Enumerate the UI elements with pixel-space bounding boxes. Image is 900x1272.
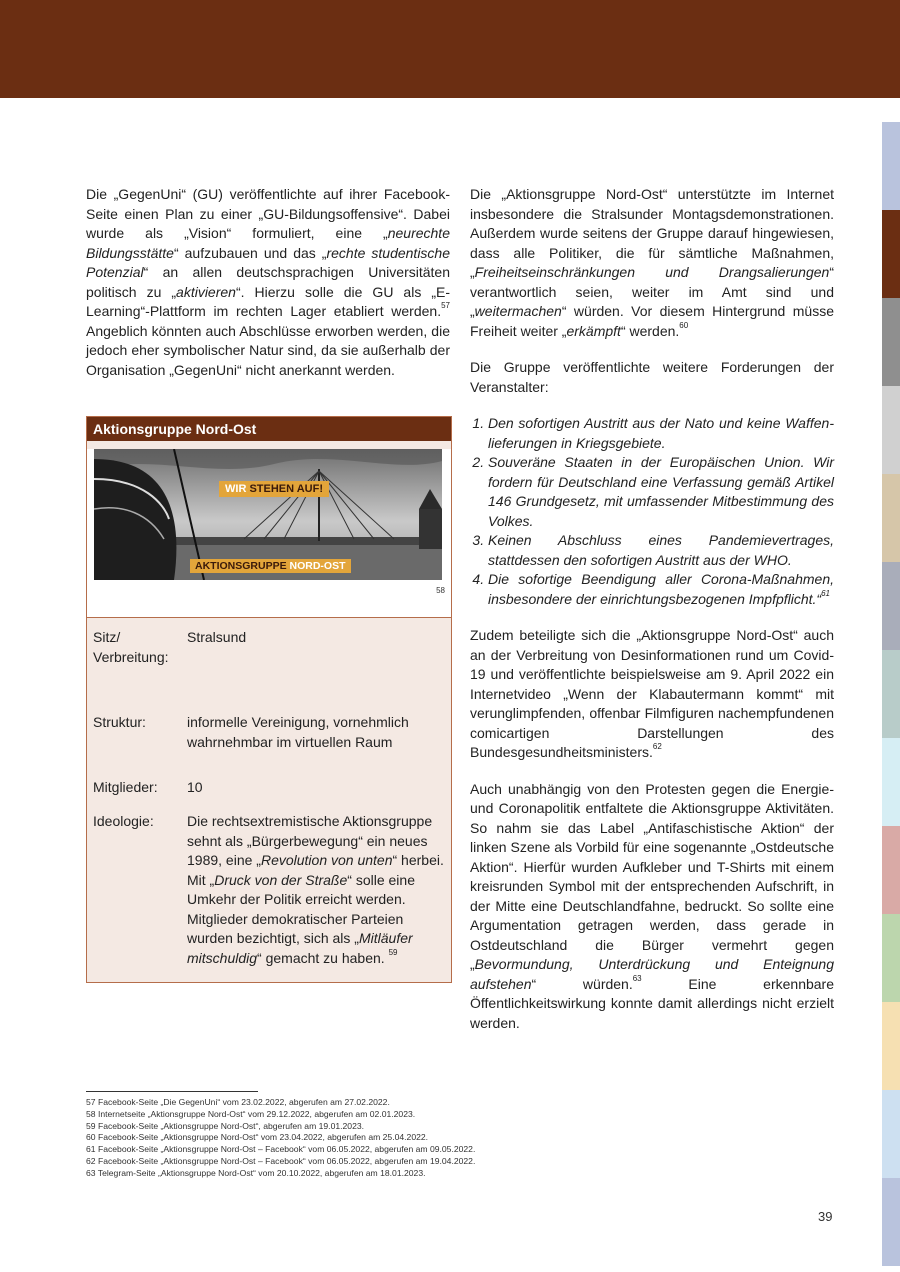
fact-row-mitglieder xyxy=(93,778,445,812)
footnote-divider xyxy=(86,1091,258,1092)
fact-value: Stralsund xyxy=(187,629,247,645)
paragraph-desinformation xyxy=(470,626,834,763)
italic-quote: erkämpft xyxy=(566,322,621,339)
italic-quote: Freiheitseinschränkungen und Drangsalierungen xyxy=(474,264,830,280)
text-run: Eine erkennbare Öffentlichkeitswirkung konnte damit allerdings nicht erzielt werden. xyxy=(470,975,834,1031)
fact-value xyxy=(187,812,445,968)
left-column xyxy=(86,185,450,397)
banner-group-name xyxy=(190,559,351,573)
fact-row-sitz xyxy=(93,628,445,713)
demands-list xyxy=(470,414,834,609)
chapter-tab[interactable] xyxy=(882,1002,900,1090)
footnote-ref[interactable]: 57 xyxy=(441,301,450,310)
footnote-62: 62 Facebook-Seite „Aktionsgruppe Nord-Ost – Facebook“ vom 06.05.2022, abgerufen am 19.04.2022. xyxy=(86,1155,476,1166)
footnote-58: 58 Internetseite „Aktionsgruppe Nord-Ost“ vom 29.12.2022, abgerufen am 02.01.2023. xyxy=(86,1108,416,1119)
italic-quote: Druck von der Straße xyxy=(214,871,348,888)
text-run: “ gemacht zu haben. xyxy=(257,949,389,966)
text-run: “ werden. xyxy=(620,322,680,339)
footnote-ref[interactable]: 61 xyxy=(821,588,831,598)
text-run: “ aufzubauen und das „ xyxy=(173,244,327,261)
text-run: “ verantwortlich seien, weiter im Amt sind und „ xyxy=(470,264,834,319)
chapter-tab[interactable] xyxy=(882,562,900,650)
fact-row-struktur xyxy=(93,713,445,778)
chapter-tab[interactable] xyxy=(882,1178,900,1266)
text-run: Auch unabhängig von den Protesten gegen die Energie- und Coronapolitik entfaltete die Aktionsgruppe Aktivitäten. So nahm sie das Label „Antifaschistische Aktion“ der linken Szene als Vorbild für eine sogenannte „Ostdeutsche Aktion“. Hierfür wurden Aufkleber und T-Shirts mit einem kreisrunden Symbol mit der entsprechenden Aufschrift, in der Mitte eine Deutschlandfahne, bedruckt. So sollte eine Argumentation getragen werden, dass gerade in Ostdeutschland die Bürger vermehrt gegen „ xyxy=(470,780,834,972)
fact-value: 10 xyxy=(187,779,203,795)
footnote-57: 57 Facebook-Seite „Die GegenUni“ vom 23.02.2022, abgerufen am 27.02.2022. xyxy=(86,1097,390,1107)
footnote-ref[interactable]: 59 xyxy=(388,947,398,957)
italic-quote: weitermachen xyxy=(474,303,562,319)
footnote-ref[interactable]: 60 xyxy=(679,320,689,330)
footnote-60: 60 Facebook-Seite „Aktionsgruppe Nord-Ost“ vom 23.04.2022, abgerufen am 25.04.2022. xyxy=(86,1132,429,1143)
paragraph-forderungen-intro: Die Gruppe veröffentlichte weitere Forderungen der Veranstalter: xyxy=(470,359,834,395)
italic-quote: aktivieren xyxy=(176,283,236,300)
text-run: “ würden. xyxy=(531,975,633,992)
italic-quote: Revolution von unten xyxy=(260,852,393,868)
fact-key: Struktur: xyxy=(93,714,146,730)
text-run: “ solle eine Umkehr der Politik erreicht werden. Mitglieder demokratischer Parteien wurden bezichtigt, sich als „ xyxy=(187,871,415,946)
paragraph-montagsdemos xyxy=(470,185,834,341)
text-run: Zudem beteiligte sich die „Aktionsgruppe Nord-Ost“ auch an der Verbreitung von Desinformationen rund um Covid-19 und veröffentlichte beispielsweise am 9. April 2022 ein Internetvideo „Wenn der Klabautermann kommt“ mit verunglimpfenden, offenbar Filmfiguren nachempfundenen comicartigen Darstellungen des Bundesgesundheitsministers. xyxy=(470,627,834,760)
banner-word: AKTIONSGRUPPE xyxy=(195,560,287,572)
chapter-tab[interactable] xyxy=(882,914,900,1002)
infobox-facts xyxy=(87,617,451,978)
text-run: Die rechtsextremistische Aktionsgruppe sehnt als „Bürgerbewegung“ ein neues 1989, eine „ xyxy=(187,813,433,868)
italic-quote: rechte studentische Potenzial xyxy=(86,244,451,280)
footnote-ref[interactable]: 63 xyxy=(632,973,642,983)
infobox-photo-area xyxy=(87,449,451,617)
text-run: Die „GegenUni“ (GU) veröffentlichte auf ihrer Facebook-Seite einen Plan zu einer „GU-Bildungsoffensive“. Dabei wurde als „Vision“ formuliert, eine „ xyxy=(86,186,450,241)
footnote-61: 61 Facebook-Seite „Aktionsgruppe Nord-Ost – Facebook“ vom 06.05.2022, abgerufen am 09.05.2022. xyxy=(86,1144,476,1155)
fact-value: informelle Vereinigung, vornehmlich wahrnehmbar im virtuellen Raum xyxy=(187,714,409,750)
footnote-63: 63 Telegram-Seite „Aktionsgruppe Nord-Ost“ vom 20.10.2022, abgerufen am 18.01.2023. xyxy=(86,1167,426,1178)
text-run: “ an allen deutschsprachigen Universitäten politisch zu „ xyxy=(86,264,450,300)
fact-row-ideologie xyxy=(93,812,445,968)
group-banner-photo xyxy=(94,449,444,580)
gegenuni-paragraph xyxy=(86,185,450,380)
italic-quote: Bevormundung, Unterdrückung und Enteignung aufstehen xyxy=(470,956,834,992)
text-run: Die „Aktionsgruppe Nord-Ost“ unterstützte im Internet insbesondere die Stralsunder Montagsdemonstrationen. Außerdem wurde seitens der Gruppe darauf hingewiesen, dass alle Politiker, die für sämtliche Maßnahmen, „ xyxy=(470,186,834,280)
text-run: Die sofortige Beendigung aller Corona-Maßnahmen, insbesondere der einrichtungsbezogenen Impfpflicht.“ xyxy=(488,571,834,607)
footnote-59: 59 Facebook-Seite „Aktionsgruppe Nord-Ost“, abgerufen am 19.01.2023. xyxy=(86,1120,365,1131)
italic-quote: Mitläufer mitschuldig xyxy=(187,930,413,966)
banner-word: STEHEN AUF! xyxy=(249,483,323,495)
banner-word: WIR xyxy=(225,483,247,495)
demand-item: 1. Den sofortigen Austritt aus der Nato und keine Waffenlieferungen in Kriegsgebiete. xyxy=(488,414,834,453)
chapter-tab[interactable] xyxy=(882,210,900,298)
chapter-tab[interactable] xyxy=(882,1090,900,1178)
page-number: 39 xyxy=(818,1209,833,1224)
chapter-tab[interactable] xyxy=(882,474,900,562)
right-column xyxy=(470,185,834,1050)
footnote-ref[interactable]: 62 xyxy=(652,742,662,751)
chapter-tab[interactable] xyxy=(882,826,900,914)
photo-footnote-ref[interactable]: 58 xyxy=(87,580,451,600)
chapter-tab[interactable] xyxy=(882,650,900,738)
chapter-tab[interactable] xyxy=(882,298,900,386)
side-chapter-tabs xyxy=(882,122,900,1266)
demand-item: 3. Keinen Abschluss eines Pandemievertrages, stattdessen den sofortigen Austritt aus der WHO. xyxy=(488,531,834,570)
text-run: Angeblich könnten auch Abschlüsse erworben werden, die jedoch eher symbolischer Natur sind, da sie außerhalb der Organisation „GegenUni“ nicht anerkannt werden. xyxy=(86,322,450,378)
chapter-tab[interactable] xyxy=(882,738,900,826)
text-run: “ herbei. Mit „ xyxy=(187,852,444,888)
infobox-title: Aktionsgruppe Nord-Ost xyxy=(87,417,451,441)
banner-slogan xyxy=(219,481,329,497)
top-color-band xyxy=(0,0,900,98)
infobox-aktionsgruppe xyxy=(86,416,452,983)
paragraph-ostdeutsche-aktion xyxy=(470,780,834,1034)
chapter-tab[interactable] xyxy=(882,122,900,210)
fact-key: Mitglieder: xyxy=(93,779,158,795)
banner-word: NORD-OST xyxy=(289,560,346,572)
text-run: “ würden. Vor diesem Hintergrund müsse Freiheit weiter „ xyxy=(470,303,834,339)
text-run: “. Hierzu solle die GU als „E-Learning“-Plattform im rechten Lager etabliert werden. xyxy=(86,283,450,319)
chapter-tab[interactable] xyxy=(882,386,900,474)
footnotes xyxy=(86,1097,686,1180)
demand-item: 2. Souveräne Staaten in der Europäischen Union. Wir fordern für Deutschland eine Verfassung gemäß Artikel 146 Grundgesetz, mit umfassender Mitbestimmung des Volkes. xyxy=(488,453,834,531)
fact-key: Sitz/ Verbreitung: xyxy=(93,629,169,665)
italic-quote: neurechte Bildungsstätte xyxy=(86,225,450,261)
demand-item xyxy=(488,570,834,609)
fact-key: Ideologie: xyxy=(93,813,154,829)
